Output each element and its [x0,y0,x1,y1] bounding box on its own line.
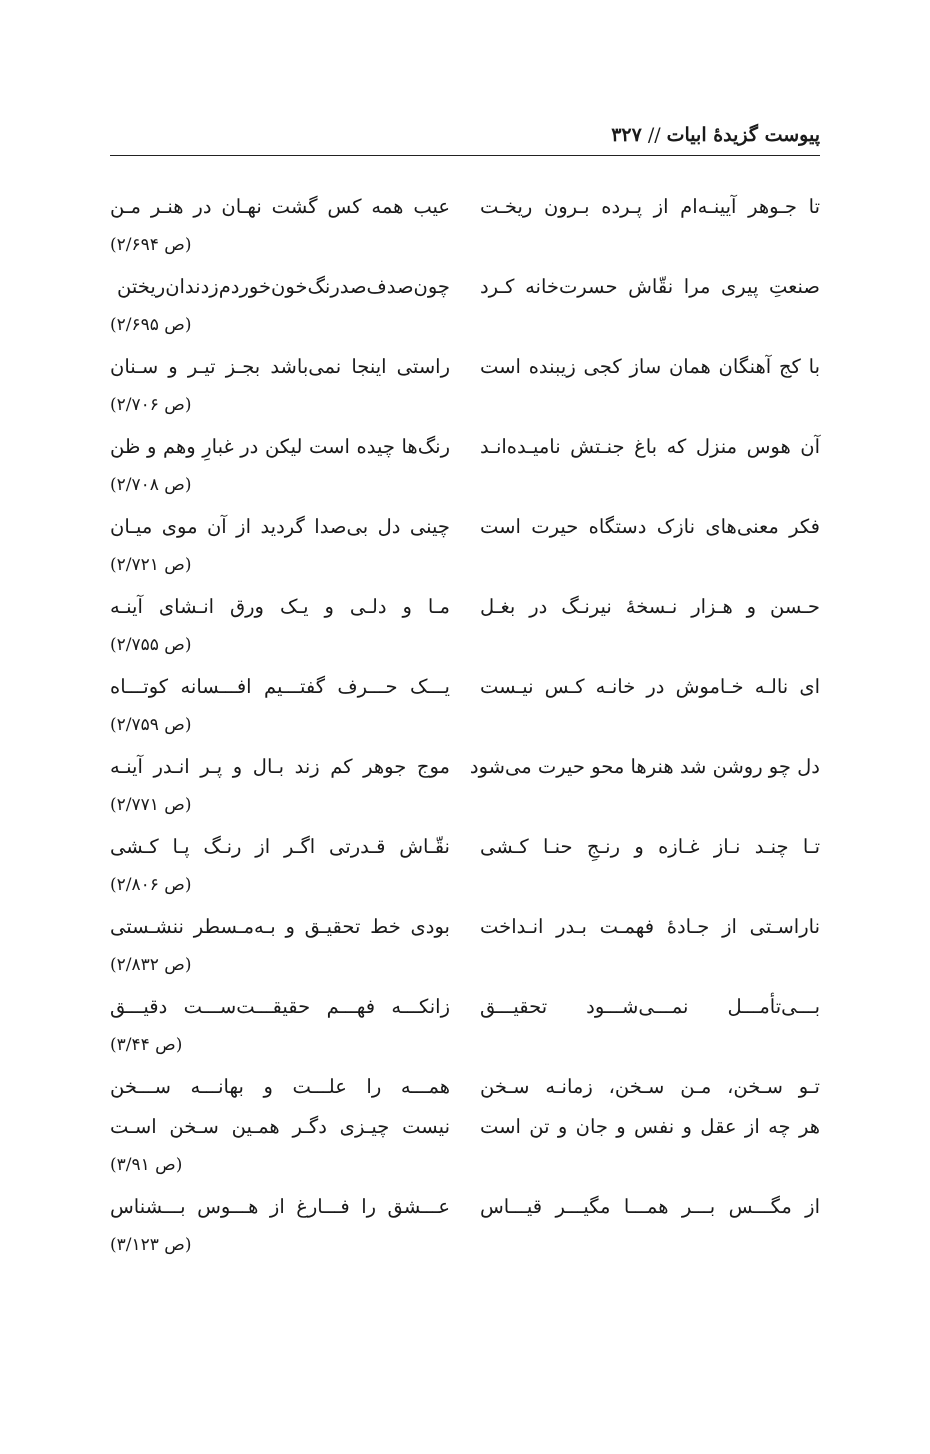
verse-entry [110,670,820,750]
page-reference: (ص ۲/۶۹۴) [110,235,192,255]
page-reference: (ص ۲/۷۵۵) [110,635,192,655]
second-hemistich: مـا و دلـی و یـک ورق انـشای آینـه [110,595,450,618]
verse-line [110,590,820,630]
verse-entry [110,590,820,670]
second-hemistich: همـــه را علـــت و بهانـــه ســـخن [110,1075,450,1098]
verse-entry [110,1190,820,1270]
first-hemistich: صنعتِ پیری مرا نقّاش حسرت‌خانه کـرد [480,275,820,298]
verse-line [110,350,820,390]
verse-line [110,750,820,790]
first-hemistich: دل چو روشن شد هنرها محو حیرت می‌شود [469,755,820,778]
second-hemistich: عـــشق را فـــارغ از هـــوس بـــشناس [110,1195,450,1218]
verse-line [110,1110,820,1150]
page-reference: (ص ۲/۷۷۱) [110,795,192,815]
verse-entry [110,190,820,270]
first-hemistich: ناراسـتی از جـادهٔ فهمـت بـدر انـداخت [480,915,820,938]
page-reference: (ص ۲/۷۰۶) [110,395,192,415]
second-hemistich: چینی دل بی‌صدا گردید از آن موی میـان [110,515,450,538]
page-reference: (ص ۲/۷۰۸) [110,475,192,495]
verse-line [110,510,820,550]
verse-line [110,910,820,950]
second-hemistich: موج جوهر کم زند بـال و پـر انـدر آینـه [110,755,450,778]
verse-line [110,1190,820,1230]
first-hemistich: آن هوس منزل که باغ جنـتش نامیـده‌انـد [480,435,820,458]
first-hemistich: حـسن و هـزار نـسخهٔ نیرنـگ در بغـل [480,595,820,618]
verse-line [110,430,820,470]
header-rule [110,155,820,156]
verse-line [110,270,820,310]
second-hemistich: زانکـــه فهـــم حقیقـــت‌ســـت دقیـــق [110,995,450,1018]
page-number: ۳۲۷ [611,124,642,146]
page-reference: (ص ۳/۱۲۳) [110,1235,192,1255]
verse-entry [110,990,820,1070]
first-hemistich: ای نالـه خـاموش در خانـه کـس نیـست [480,675,820,698]
page-reference: (ص ۲/۸۳۲) [110,955,192,975]
first-hemistich: هر چه از عقل و نفس و جان و تن است [480,1115,820,1138]
second-hemistich: راستی اینجا نمی‌باشد بجـز تیـر و سـنان [110,355,450,378]
second-hemistich: چون‌صدف‌صدرنگ‌خون‌خوردم‌زدندان‌ریختن [117,275,450,298]
first-hemistich: تـو سـخن، مـن سـخن، زمانـه سـخن [480,1075,820,1098]
verse-line [110,190,820,230]
second-hemistich: بودی خط تحقیـق و بـه‌مـسطر ننشـستی [110,915,450,938]
page-reference: (ص ۲/۶۹۵) [110,315,192,335]
first-hemistich: بـــی‌تأمـــل نمـــی‌شـــود تحقیـــق [480,995,820,1018]
header-separator: // [647,124,661,146]
first-hemistich: با کج آهنگان همان ساز کجی زیبنده است [480,355,820,378]
page-reference: (ص ۳/۴۴) [110,1035,183,1055]
verse-entry [110,830,820,910]
page-reference: (ص ۳/۹۱) [110,1155,183,1175]
verse-line [110,830,820,870]
first-hemistich: فکر معنی‌های نازک دستگاه حیرت است [480,515,820,538]
first-hemistich: از مگـــس بـــر همـــا مگیـــر قیـــاس [480,1195,820,1218]
second-hemistich: عیب همه کس گشت نهـان در هنـر مـن [110,195,450,218]
verse-line [110,670,820,710]
verse-line [110,1070,820,1110]
second-hemistich: یـــک حـــرف گفتـــیم افـــسانه کوتـــاه [110,675,450,698]
running-header [110,122,820,156]
second-hemistich: نقّـاش قـدرتی اگـر از رنـگ پـا کـشی [110,835,450,858]
second-hemistich: رنگ‌ها چیده است لیکن در غبارِ وهم و ظن [110,435,450,458]
second-hemistich: نیست چیـزی دگـر همـین سـخن اسـت [110,1115,450,1138]
verse-entry [110,510,820,590]
verse-entry [110,430,820,510]
first-hemistich: تـا چنـد نـاز غـازه و رنـجِ حنـا کـشی [480,835,820,858]
header-title: پیوست گزیدهٔ ابیات [666,124,820,146]
page-reference: (ص ۲/۷۵۹) [110,715,192,735]
verse-entry [110,270,820,350]
page-reference: (ص ۲/۸۰۶) [110,875,192,895]
verse-entry [110,1070,820,1190]
page-reference: (ص ۲/۷۲۱) [110,555,192,575]
verse-entry [110,750,820,830]
first-hemistich: تا جـوهر آیینـه‌ام از پـرده بـرون ریخـت [480,195,820,218]
verse-entry [110,350,820,430]
verse-line [110,990,820,1030]
verse-entry [110,910,820,990]
verse-list [110,190,820,1270]
